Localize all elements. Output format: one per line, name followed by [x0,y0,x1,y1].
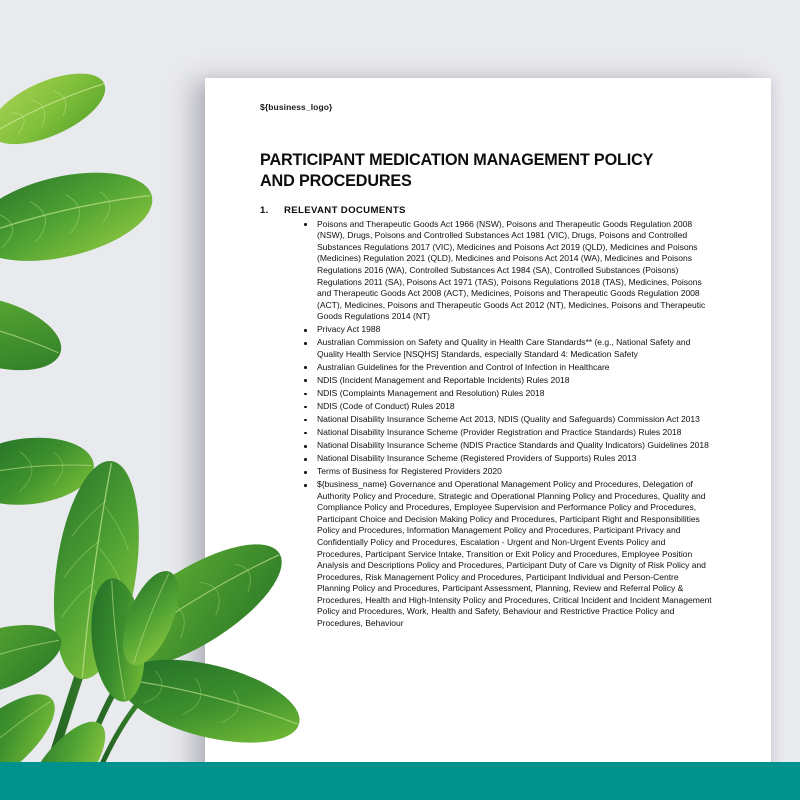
business-logo-placeholder: ${business_logo} [260,102,333,112]
section-number: 1. [260,204,269,216]
list-item: Australian Guidelines for the Prevention and Control of Infection in Healthcare [301,362,712,374]
list-item: National Disability Insurance Scheme (Registered Providers of Supports) Rules 2013 [301,453,712,465]
list-item: Terms of Business for Registered Providers 2020 [301,466,712,478]
list-item: NDIS (Incident Management and Reportable Incidents) Rules 2018 [301,375,712,387]
list-item: Poisons and Therapeutic Goods Act 1966 (NSW), Poisons and Therapeutic Goods Regulation 2008 (NSW), Drugs, Poisons and Controlled Substances Act 1981 (VIC), Drugs, Poisons and Controlled Substances Regulations 2017 (VIC), Medicines and Poisons Act 2019 (QLD), Medicines and Poisons (Medicines) Regulation 2021 (QLD), Medicines and Poisons Act 2014 (WA), Medicines and Poisons Regulations 2016 (WA), Controlled Substances Act 1984 (SA), Controlled Substances (Poisons) Regulations 2011 (SA), Poisons Act 1971 (TAS), Poisons Regulations 2018 (TAS), Medicines, Poisons and Therapeutic Goods Act 2008 (ACT), Medicines, Poisons and Therapeutic Goods Regulation 2008 (ACT), Medicines, Poisons and Therapeutic Goods Act 2012 (NT), Medicines, Poisons and Therapeutic Goods Regulations 2014 (NT) [301,219,712,323]
list-item: National Disability Insurance Scheme (NDIS Practice Standards and Quality Indicators) Guidelines 2018 [301,440,712,452]
section-heading-label: RELEVANT DOCUMENTS [284,204,406,216]
page-title: PARTICIPANT MEDICATION MANAGEMENT POLICY AND PROCEDURES [260,151,653,190]
list-item: National Disability Insurance Scheme Act 2013, NDIS (Quality and Safeguards) Commission Act 2013 [301,414,712,426]
list-item: NDIS (Complaints Management and Resolution) Rules 2018 [301,388,712,400]
footer-band [0,762,800,800]
document-page[interactable] [205,78,771,800]
section-heading-relevant-documents [260,205,712,216]
document-body [260,102,712,631]
relevant-documents-list [260,219,712,630]
leaf-cluster-top [0,59,161,511]
list-item: ${business_name} Governance and Operational Management Policy and Procedures, Delegation of Authority Policy and Procedure, Strategic and Operational Planning Policy and Procedures, Quality and Compliance Policy and Procedures, Employee Supervision and Performance Policy and Procedures, Participant Choice and Decision Making Policy and Procedures, Participant Right and Responsibilities Policy and Procedures, Information Management Policy and Procedures, Participant Privacy and Confidentially Policy and Procedures, Escalation - Urgent and Non-Urgent Events Policy and Procedures, Participant Service Intake, Transition or Exit Policy and Procedures, Employee Position Analysis and Descriptions Policy and Procedures, Participant Duty of Care vs Dignity of Risk Policy and Procedures, Risk Management Policy and Procedures, Participant Individual and Person-Centre Planning Policy and Procedures, Participant Assessment, Planning, Review and Referral Policy & Procedures, Health and High-Intensity Policy and Procedures, Critical Incident and Incident Management Policy and Procedures, Work, Health and Safety, Behaviour and Restrictive Practice Policy and Procedures, Behaviour [301,479,712,629]
list-item: National Disability Insurance Scheme (Provider Registration and Practice Standards) Rules 2018 [301,427,712,439]
list-item: NDIS (Code of Conduct) Rules 2018 [301,401,712,413]
list-item: Privacy Act 1988 [301,324,712,336]
list-item: Australian Commission on Safety and Quality in Health Care Standards** (e.g., National Safety and Quality Health Service [NSQHS] Standards, especially Standard 4: Medication Safety [301,337,712,360]
